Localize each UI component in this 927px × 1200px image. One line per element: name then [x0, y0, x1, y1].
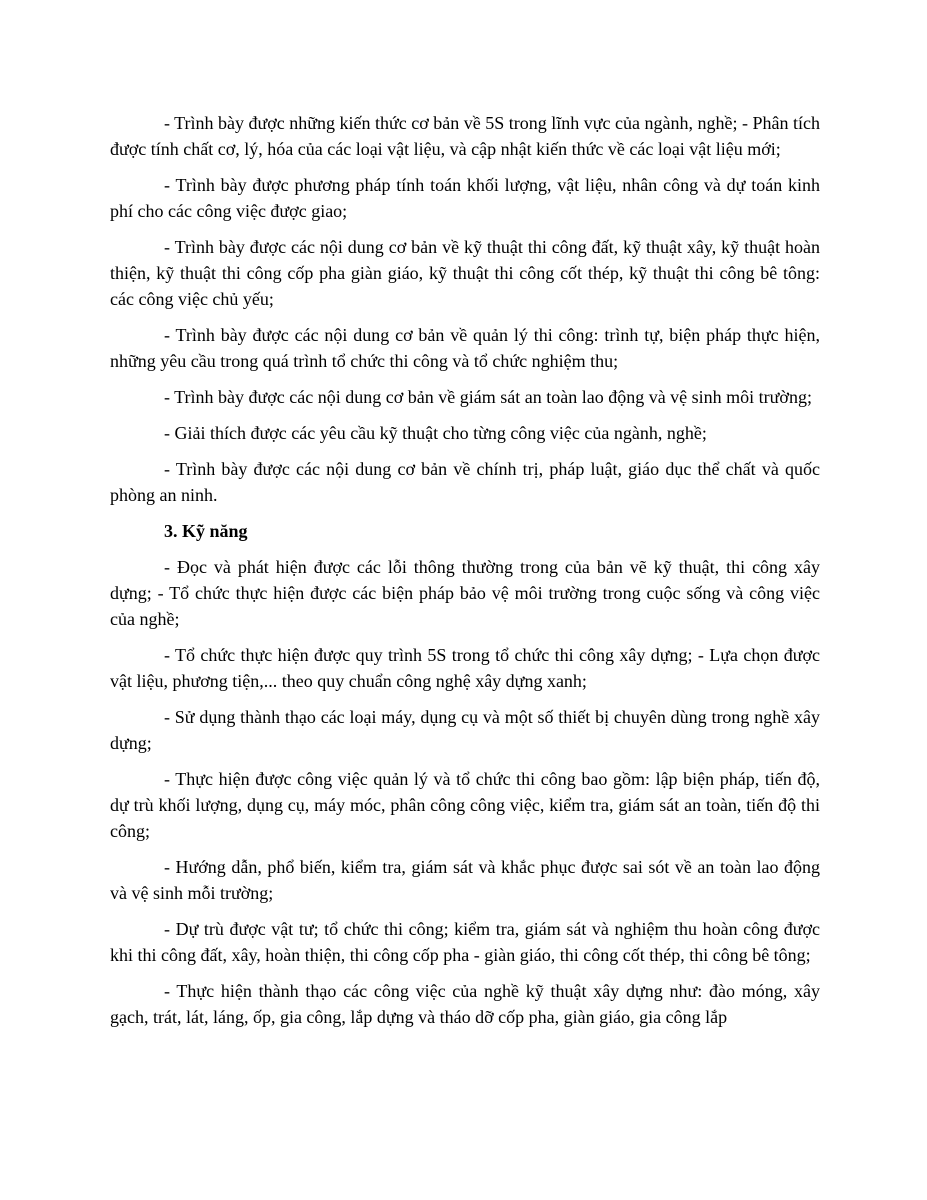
- paragraph: - Dự trù được vật tư; tổ chức thi công; kiểm tra, giám sát và nghiệm thu hoàn công được khi thi công đất, xây, hoàn thiện, thi công cốp pha - giàn giáo, thi công cốt thép, thi công bê tông;: [110, 919, 820, 965]
- paragraph: - Hướng dẫn, phổ biến, kiểm tra, giám sát và khắc phục được sai sót về an toàn lao động và vệ sinh mỗi trường;: [110, 857, 820, 903]
- paragraph: - Trình bày được các nội dung cơ bản về giám sát an toàn lao động và vệ sinh môi trường;: [164, 387, 812, 407]
- paragraph: - Đọc và phát hiện được các lỗi thông thường trong của bản vẽ kỹ thuật, thi công xây dựng; - Tổ chức thực hiện được các biện pháp bảo vệ môi trường trong cuộc sống và công việc của nghề;: [110, 557, 820, 629]
- paragraph: - Thực hiện thành thạo các công việc của nghề kỹ thuật xây dựng như: đào móng, xây gạch, trát, lát, láng, ốp, gia công, lắp dựng và tháo dỡ cốp pha, giàn giáo, gia công lắp: [110, 981, 820, 1027]
- paragraph: - Trình bày được các nội dung cơ bản về quản lý thi công: trình tự, biện pháp thực hiện, những yêu cầu trong quá trình tổ chức thi công và tổ chức nghiệm thu;: [110, 325, 820, 371]
- paragraph: - Trình bày được các nội dung cơ bản về kỹ thuật thi công đất, kỹ thuật xây, kỹ thuật hoàn thiện, kỹ thuật thi công cốp pha giàn giáo, kỹ thuật thi công cốt thép, kỹ thuật thi công bê tông: các công việc chủ yếu;: [110, 237, 820, 309]
- paragraph: - Trình bày được các nội dung cơ bản về chính trị, pháp luật, giáo dục thể chất và quốc phòng an ninh.: [110, 459, 820, 505]
- paragraph: - Tổ chức thực hiện được quy trình 5S trong tổ chức thi công xây dựng; - Lựa chọn được vật liệu, phương tiện,... theo quy chuẩn công nghệ xây dựng xanh;: [110, 645, 820, 691]
- paragraph: - Trình bày được những kiến thức cơ bản về 5S trong lĩnh vực của ngành, nghề; - Phân tích được tính chất cơ, lý, hóa của các loại vật liệu, và cập nhật kiến thức về các loại vật liệu mới;: [110, 113, 820, 159]
- paragraph: - Sử dụng thành thạo các loại máy, dụng cụ và một số thiết bị chuyên dùng trong nghề xây dựng;: [110, 707, 820, 753]
- section-heading: 3. Kỹ năng: [164, 521, 248, 541]
- paragraph: - Giải thích được các yêu cầu kỹ thuật cho từng công việc của ngành, nghề;: [164, 423, 707, 443]
- paragraph: - Trình bày được phương pháp tính toán khối lượng, vật liệu, nhân công và dự toán kinh phí cho các công việc được giao;: [110, 175, 820, 221]
- paragraph: - Thực hiện được công việc quản lý và tổ chức thi công bao gồm: lập biện pháp, tiến độ, dự trù khối lượng, dụng cụ, máy móc, phân công công việc, kiểm tra, giám sát an toàn, tiến độ thi công;: [110, 769, 820, 841]
- document-body: [110, 110, 820, 1040]
